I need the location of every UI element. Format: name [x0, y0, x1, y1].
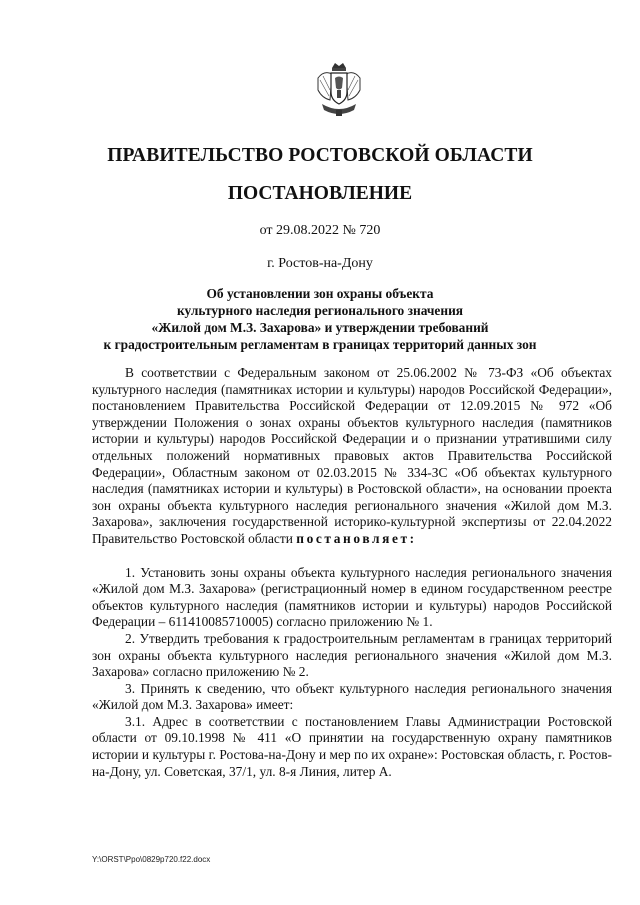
preamble-paragraph	[92, 365, 612, 548]
document-date-number: от 29.08.2022 № 720	[259, 223, 381, 238]
resolves-word: постановляет:	[296, 530, 417, 546]
item-3-1: 3.1. Адрес в соответствии с постановлением Главы Администрации Ростовской области от 09.10.1998 № 411 «О принятии на государственную охрану памятников истории и культуры г. Ростова-на-Дону и мер по их охране»: Ростовская область, г. Ростов-на-Дону, ул. Советская, 37/1, ул. 8-я Линия, литер А.	[92, 713, 612, 779]
document-title	[0, 285, 640, 353]
document-city: г. Ростов-на-Дону	[267, 256, 373, 271]
document-type: ПОСТАНОВЛЕНИЕ	[227, 183, 413, 204]
title-line: культурного наследия регионального значения	[176, 303, 464, 318]
item-3: 3. Принять к сведению, что объект культурного наследия регионального значения «Жилой дом М.З. Захарова» имеет:	[92, 680, 612, 713]
document-body	[92, 365, 612, 780]
item-1: 1. Установить зоны охраны объекта культурного наследия регионального значения «Жилой дом М.З. Захарова» (регистрационный номер в едином государственном реестре объектов культурного наследия (памятников истории и культуры) народов Российской Федерации – 611410085710005) согласно приложению № 1.	[92, 564, 612, 630]
title-line: Об установлении зон охраны объекта	[206, 286, 434, 301]
file-path-footer: Y:\ORST\Ppo\0829p720.f22.docx	[92, 855, 211, 864]
title-line: к градостроительным регламентам в границах территорий данных зон	[103, 337, 537, 352]
title-line: «Жилой дом М.З. Захарова» и утверждении требований	[151, 320, 489, 335]
coat-of-arms-icon	[314, 60, 364, 120]
organization-name: ПРАВИТЕЛЬСТВО РОСТОВСКОЙ ОБЛАСТИ	[107, 145, 533, 166]
preamble-text: В соответствии с Федеральным законом от 25.06.2002 № 73-ФЗ «Об объектах культурного наследия (памятниках истории и культуры) народов Российской Федерации», постановлением Правительства Российской Федерации от 12.09.2015 № 972 «Об утверждении Положения о зонах охраны объектов культурного наследия (памятников истории и культуры) народов Российской Федерации и о признании утратившими силу отдельных положений нормативных правовых актов Правительства Российской Федерации», Областным законом от 02.03.2015 № 334-ЗС «Об объектах культурного наследия (памятниках истории и культуры) в Ростовской области», на основании проекта зон охраны объекта культурного наследия регионального значения «Жилой дом М.З. Захарова», заключения государственной историко-культурной экспертизы от 22.04.2022 Правительство Ростовской области	[92, 365, 612, 546]
item-2: 2. Утвердить требования к градостроительным регламентам в границах территорий зон охраны объекта культурного наследия регионального значения «Жилой дом М.З. Захарова» согласно приложению № 2.	[92, 630, 612, 680]
